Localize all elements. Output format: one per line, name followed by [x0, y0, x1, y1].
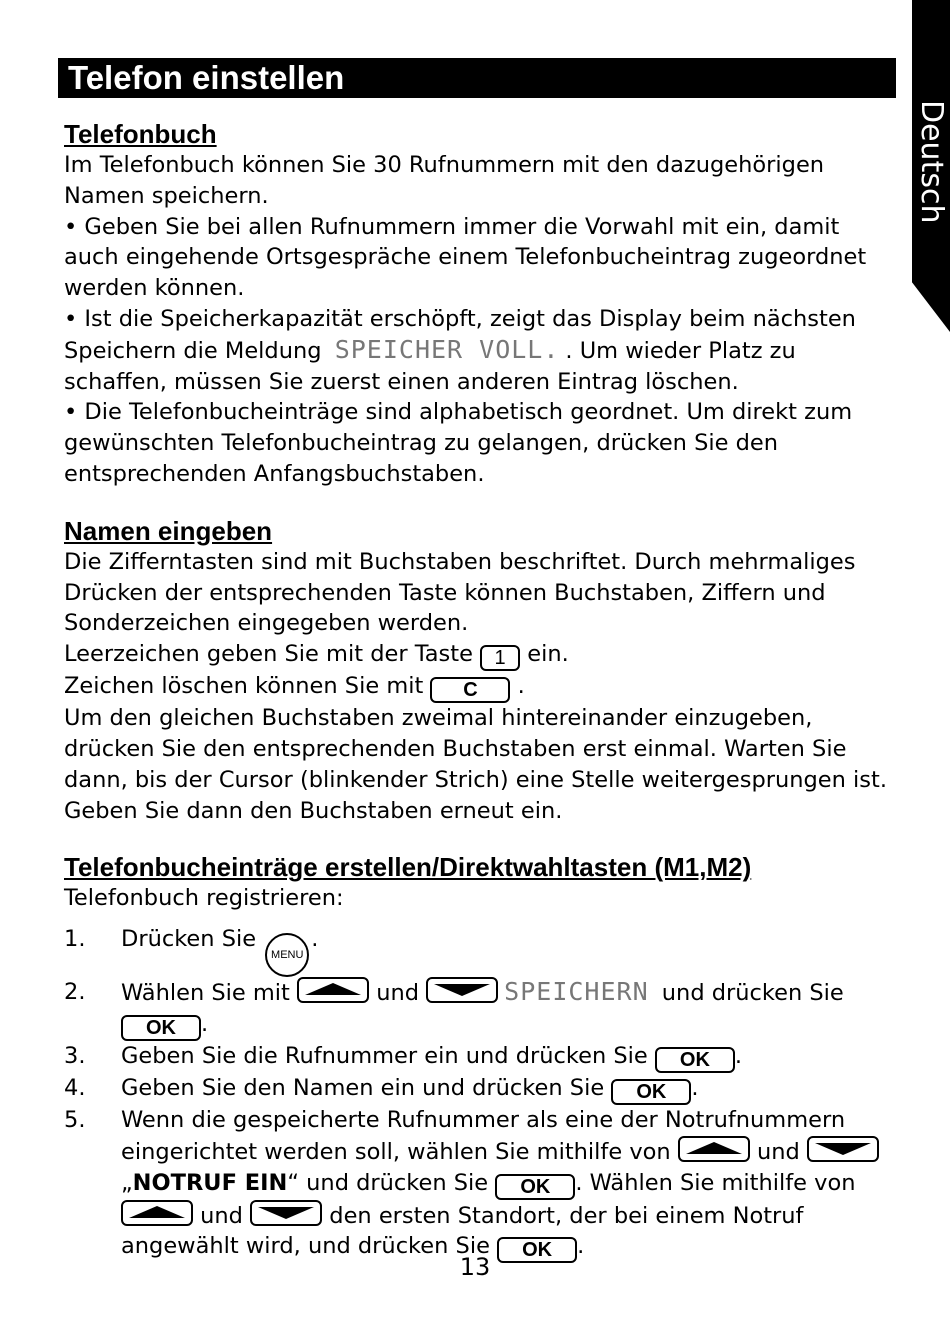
step-text: und [376, 980, 420, 1007]
arrow-down-key [807, 1136, 879, 1162]
step-2 [64, 977, 894, 1041]
arrow-up-key [121, 1200, 193, 1226]
language-tab-label: Deutsch [914, 100, 949, 224]
arrow-up-icon [686, 1142, 742, 1154]
lcd-speichern: SPEICHERN [504, 977, 649, 1007]
notruf-ein-label: NOTRUF EIN [132, 1169, 288, 1196]
telefonbuch-bullet-3: • Die Telefonbucheinträge sind alphabetisch geordnet. Um direkt zum gewünschten Telefonbucheintrag zu gelangen, drücken Sie den entsprechenden Anfangsbuchstaben. [64, 399, 853, 487]
menu-key: MENU [265, 933, 309, 977]
arrow-down-key [250, 1200, 322, 1226]
namen-delete-line [64, 671, 894, 703]
ok-key: OK [655, 1047, 735, 1073]
quote-open: „ [121, 1169, 133, 1196]
bullet-2-text-b: . Um wieder Platz zu schaffen, müssen Sie zuerst einen anderen Eintrag löschen. [64, 337, 796, 395]
page-number: 13 [459, 1253, 491, 1281]
step-text: Drücken Sie [121, 926, 257, 953]
telefonbuch-intro: Im Telefonbuch können Sie 30 Rufnummern mit den dazugehörigen Namen speichern. [64, 152, 825, 209]
arrow-up-icon [129, 1206, 185, 1218]
step-text: . [577, 1233, 585, 1260]
section-heading-eintraege: Telefonbucheinträge erstellen/Direktwahltasten (M1,M2) [64, 852, 752, 883]
delete-text-b: . [517, 673, 525, 700]
bullet-2-text-a: • Ist die Speicherkapazität erschöpft, zeigt das Display beim nächsten Speichern die Meldung [64, 305, 856, 364]
ok-key: OK [497, 1237, 577, 1263]
step-1 [64, 920, 894, 977]
step-number: 4. [64, 1074, 86, 1101]
arrow-down-icon [434, 984, 490, 996]
step-number: 1. [64, 926, 86, 953]
delete-text-a: Zeichen löschen können Sie mit [64, 673, 424, 700]
key-c: C [430, 677, 510, 703]
namen-paragraph-1: Die Zifferntasten sind mit Buchstaben beschriftet. Durch mehrmaliges Drücken der entsprechenden Taste können Buchstaben, Ziffern und Sonderzeichen eingegeben werden. [64, 548, 856, 637]
steps-list [64, 920, 894, 1263]
space-text-a: Leerzeichen geben Sie mit der Taste [64, 641, 473, 668]
step-4 [64, 1073, 894, 1105]
step-text: Wenn die gespeicherte Rufnummer als eine der Notrufnummern eingerichtet werden soll, wählen Sie mithilfe von [121, 1106, 846, 1165]
step-3 [64, 1041, 894, 1073]
step-5 [64, 1105, 894, 1263]
step-number: 3. [64, 1042, 86, 1069]
section-heading-telefonbuch: Telefonbuch [64, 119, 217, 149]
arrow-up-icon [305, 983, 361, 995]
page-title: Telefon einstellen [68, 59, 345, 96]
step-text: Geben Sie die Rufnummer ein und drücken Sie [121, 1042, 648, 1069]
arrow-down-icon [815, 1143, 871, 1155]
arrow-up-key [678, 1136, 750, 1162]
step-number: 5. [64, 1106, 86, 1133]
step-text: . [691, 1074, 699, 1101]
step-text: und drücken Sie [661, 980, 844, 1007]
ok-key: OK [611, 1079, 691, 1105]
step-text: den ersten Standort, der bei einem Notruf angewählt wird, und drücken Sie [121, 1202, 804, 1260]
step-text: . [734, 1042, 743, 1069]
telefonbuch-bullet-1: • Geben Sie bei allen Rufnummern immer die Vorwahl mit ein, damit auch eingehende Ortsgespräche einem Telefonbucheintrag zugeordnet werden können. [64, 213, 867, 302]
space-text-b: ein. [527, 641, 569, 668]
namen-space-line [64, 639, 894, 671]
ok-key: OK [121, 1015, 201, 1041]
step-number: 2. [64, 979, 86, 1006]
step-text: Wählen Sie mit [121, 980, 290, 1007]
step-text: . [311, 926, 319, 953]
step-text: “ und drücken Sie [287, 1169, 489, 1196]
arrow-down-icon [258, 1207, 314, 1219]
namen-paragraph-2: Um den gleichen Buchstaben zweimal hintereinander einzugeben, drücken Sie den entsprechenden Buchstaben erst einmal. Warten Sie dann, bis der Cursor (blinkender Strich) eine Stelle weitergesprungen ist. Geben Sie dann den Buchstaben erneut ein. [64, 705, 887, 824]
lcd-speicher-voll: SPEICHER VOLL. [334, 334, 560, 364]
key-1: 1 [480, 645, 520, 671]
step-text: und [757, 1138, 800, 1165]
step-text: Geben Sie den Namen ein und drücken Sie [121, 1074, 605, 1101]
eintraege-subheading: Telefonbuch registrieren: [64, 885, 344, 912]
step-text: . [201, 1010, 209, 1037]
arrow-down-key [426, 977, 498, 1003]
arrow-up-key [297, 977, 369, 1003]
telefonbuch-bullet-2 [64, 304, 894, 397]
main-content [64, 118, 894, 1263]
step-text: und [200, 1202, 243, 1229]
section-heading-namen: Namen eingeben [64, 515, 273, 546]
ok-key: OK [495, 1174, 575, 1200]
step-text: . Wählen Sie mithilfe von [575, 1169, 856, 1196]
